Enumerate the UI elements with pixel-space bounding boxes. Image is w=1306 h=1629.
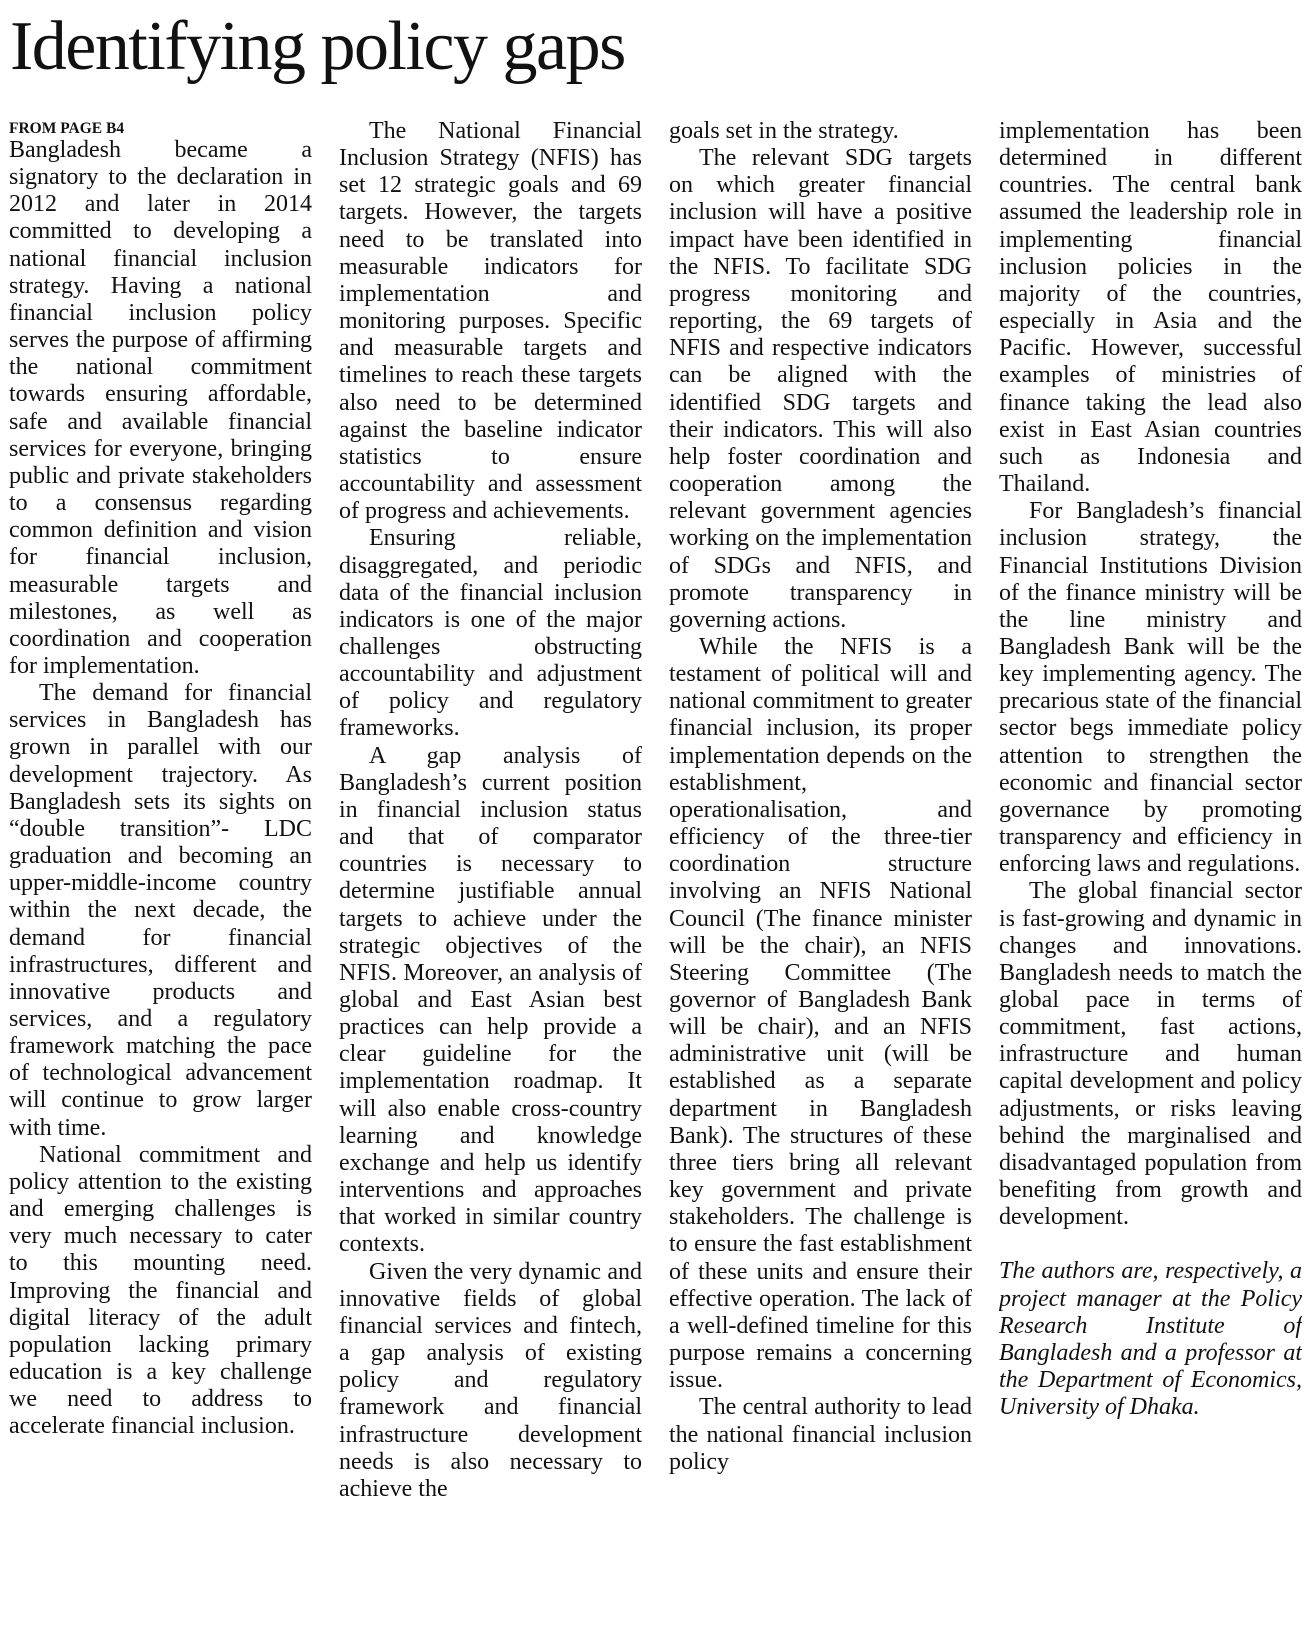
column-1 (9, 118, 312, 1623)
paragraph: goals set in the strategy. (669, 118, 899, 144)
paragraph: Ensuring reliable, disaggregated, and periodic data of the financial inclusion indicators is one of the major challenges obstructing accountability and adjustment of policy and regulatory frameworks. (339, 525, 642, 742)
headline: Identifying policy gaps (10, 8, 625, 85)
column-2 (339, 118, 642, 1623)
column-4 (999, 118, 1302, 1623)
paragraph: Bangladesh became a signatory to the declaration in 2012 and later in 2014 committed to developing a national financial inclusion strategy. Having a national financial inclusion policy serves the purpose of affirming the national commitment towards ensuring affordable, safe and available financial services for everyone, bringing public and private stakeholders to a consensus regarding common definition and vision for financial inclusion, measurable targets and milestones, as well as coordination and cooperation for implementation. (9, 137, 312, 679)
paragraph: Given the very dynamic and innovative fields of global financial services and fintech, a gap analysis of existing policy and regulatory framework and financial infrastructure development needs is also necessary to achieve the (339, 1258, 642, 1502)
paragraph: A gap analysis of Bangladesh’s current position in financial inclusion status and that of comparator countries is necessary to determine justifiable annual targets to achieve under the strategic objectives of the NFIS. Moreover, an analysis of global and East Asian best practices can help provide a clear guideline for the implementation roadmap. It will also enable cross-country learning and knowledge exchange and help us identify interventions and approaches that worked in similar country contexts. (339, 742, 642, 1258)
column-3 (669, 118, 972, 1623)
paragraph: National commitment and policy attention to the existing and emerging challenges is very much necessary to cater to this mounting need. Improving the financial and digital literacy of the adult population lacking primary education is a key challenge we need to address to accelerate financial inclusion. (9, 1141, 312, 1440)
paragraph: The central authority to lead the national financial inclusion policy (669, 1394, 972, 1475)
paragraph: The demand for financial services in Bangladesh has grown in parallel with our development trajectory. As Bangladesh sets its sights on “double transition”- LDC graduation and becoming an upper-middle-income country within the next decade, the demand for financial infrastructures, different and innovative products and services, and a regulatory framework matching the pace of technological advancement will continue to grow larger with time. (9, 680, 312, 1141)
paragraph: The National Financial Inclusion Strategy (NFIS) has set 12 strategic goals and 69 targets. However, the targets need to be translated into measurable indicators for implementation and monitoring purposes. Specific and measurable targets and timelines to reach these targets also need to be determined against the baseline indicator statistics to ensure accountability and assessment of progress and achievements. (339, 118, 642, 525)
paragraph: The global financial sector is fast-growing and dynamic in changes and innovations. Bangladesh needs to match the global pace in terms of commitment, fast actions, infrastructure and human capital development and policy adjustments, or risks leaving behind the marginalised and disadvantaged population from benefiting from growth and development. (999, 878, 1302, 1231)
paragraph: implementation has been determined in different countries. The central bank assumed the leadership role in implementing financial inclusion policies in the majority of the countries, especially in Asia and the Pacific. However, successful examples of ministries of finance taking the lead also exist in East Asian countries such as Indonesia and Thailand. (999, 118, 1302, 498)
jump-kicker: FROM PAGE B4 (9, 120, 125, 137)
paragraph: For Bangladesh’s financial inclusion strategy, the Financial Institutions Division of the finance ministry will be the line ministry and Bangladesh Bank will be the key implementing agency. The precarious state of the financial sector begs immediate policy attention to strengthen the economic and financial sector governance by promoting transparency and efficiency in enforcing laws and regulations. (999, 498, 1302, 878)
author-credit: The authors are, respectively, a project manager at the Policy Research Institute of Bangladesh and a professor at the Department of Economics, University of Dhaka. (999, 1258, 1302, 1421)
paragraph: While the NFIS is a testament of political will and national commitment to greater financial inclusion, its proper implementation depends on the establishment, operationalisation, and efficiency of the three-tier coordination structure involving an NFIS National Council (The finance minister will be the chair), an NFIS Steering Committee (The governor of Bangladesh Bank will be chair), and an NFIS administrative unit (will be established as a separate department in Bangladesh Bank). The structures of these three tiers bring all relevant key government and private stakeholders. The challenge is to ensure the fast establishment of these units and ensure their effective operation. The lack of a well-defined timeline for this purpose remains a concerning issue. (669, 633, 972, 1394)
paragraph: The relevant SDG targets on which greater financial inclusion will have a positive impact have been identified in the NFIS. To facilitate SDG progress monitoring and reporting, the 69 targets of NFIS and respective indicators can be aligned with the identified SDG targets and their indicators. This will also help foster coordination and cooperation among the relevant government agencies working on the implementation of SDGs and NFIS, and promote transparency in governing actions. (669, 145, 972, 633)
